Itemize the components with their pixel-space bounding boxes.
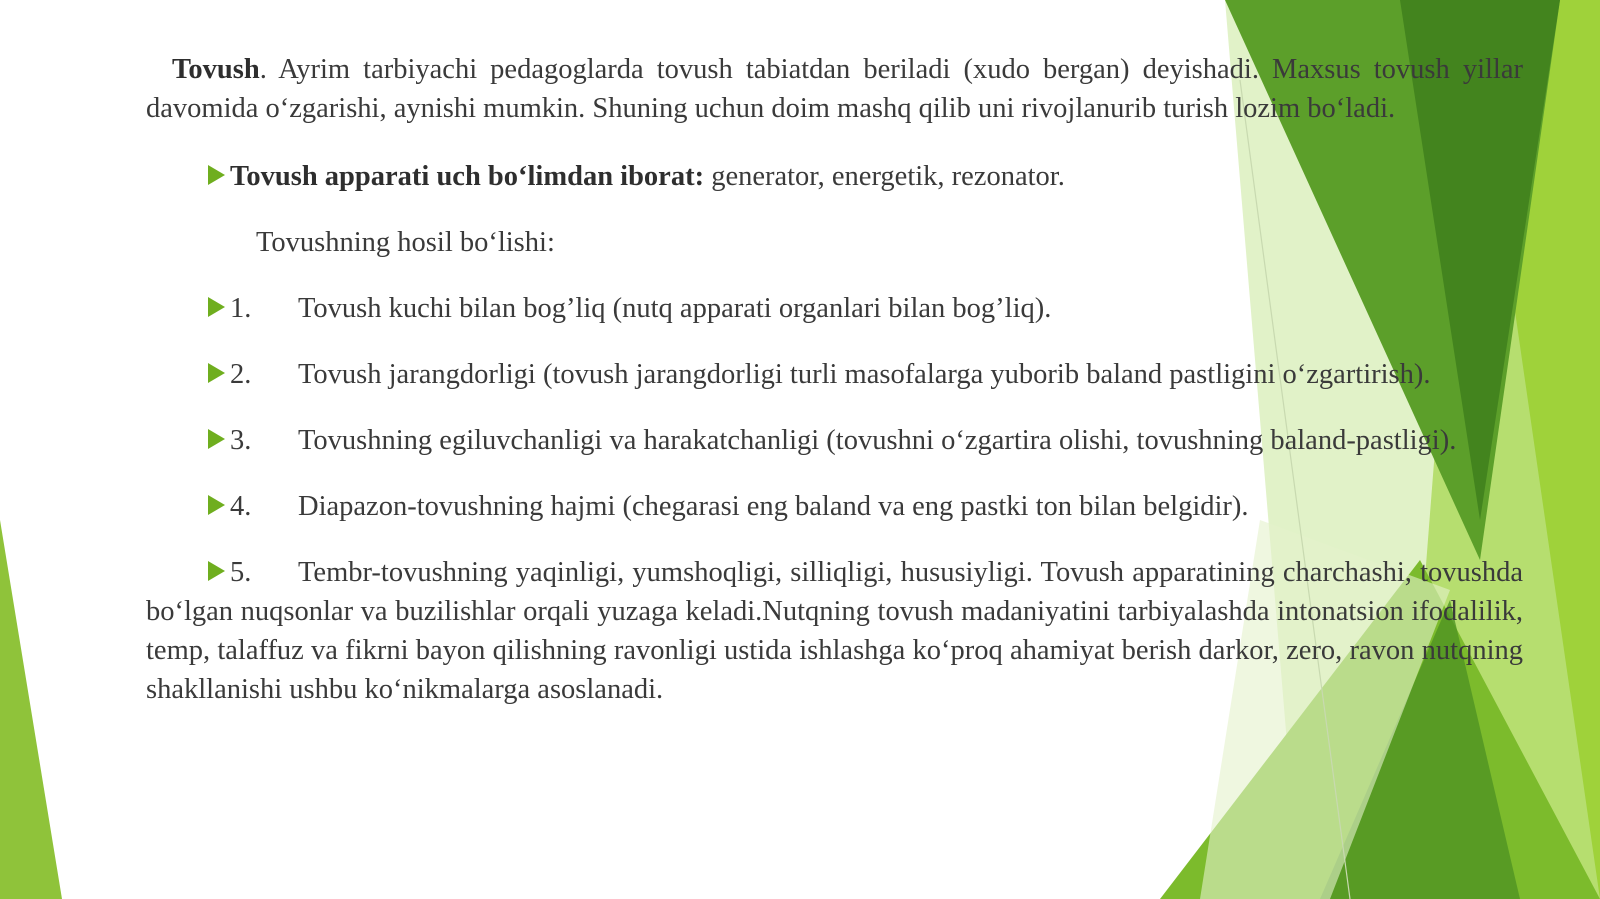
triangle-bullet-icon bbox=[208, 363, 225, 383]
apparatus-parts-text: generator, energetik, rezonator. bbox=[704, 161, 1065, 192]
triangle-bullet-icon bbox=[208, 495, 225, 515]
list-item-text: Diapazon-tovushning hajmi (chegarasi eng baland va eng pastki ton bilan belgidir). bbox=[298, 491, 1249, 522]
list-item bbox=[146, 355, 1523, 394]
list-item-text: Tovush jarangdorligi (tovush jarangdorligi turli masofalarga yuborib baland pastligini o‘zgartirish). bbox=[298, 359, 1431, 390]
list-item-number: 2. bbox=[230, 359, 252, 390]
list-item-number: 3. bbox=[230, 425, 252, 456]
triangle-bullet-icon bbox=[208, 165, 225, 185]
list-item-text: Tovush kuchi bilan bog’liq (nutq apparati organlari bilan bog’liq). bbox=[298, 293, 1052, 324]
list-item-text: Tovushning egiluvchanligi va harakatchanligi (tovushni o‘zgartira olishi, tovushning baland-pastligi). bbox=[298, 425, 1457, 456]
list-item-text: Tembr-tovushning yaqinligi, yumshoqligi, silliqligi, hususiyligi. Tovush apparatining charchashi, tovushda bo‘lgan nuqsonlar va buzilishlar orqali yuzaga keladi.Nutqning tovush madaniyatini tarbiyalashda intonatsion ifodalilik, temp, talaffuz va fikrni bayon qilishning ravonligi ustida ishlashga ko‘proq ahamiyat berish darkor, zero, ravon nutqning shakllanishi ushbu ko‘nikmalarga asoslanadi. bbox=[146, 557, 1523, 705]
list-item-number: 1. bbox=[230, 293, 252, 324]
triangle-bullet-icon bbox=[208, 429, 225, 449]
list-item bbox=[146, 421, 1523, 460]
section-heading: Tovushning hosil bo‘lishi: bbox=[256, 227, 555, 258]
list-item bbox=[146, 553, 1523, 709]
apparatus-parts-bold: Tovush apparati uch bo‘limdan iborat: bbox=[230, 161, 705, 192]
list-item bbox=[146, 289, 1523, 328]
apparatus-parts-bullet bbox=[146, 157, 1523, 196]
triangle-bullet-icon bbox=[208, 561, 225, 581]
intro-text: . Ayrim tarbiyachi pedagoglarda tovush tabiatdan beriladi (xudo bergan) deyishadi. Maxsus tovush yillar davomida o‘zgarishi, aynishi mumkin. Shuning uchun doim mashq qilib uni rivojlanurib turish lozim bo‘ladi. bbox=[146, 54, 1523, 124]
list-item-number: 4. bbox=[230, 491, 252, 522]
left-facet bbox=[0, 520, 62, 899]
intro-paragraph bbox=[146, 50, 1523, 128]
list-item bbox=[146, 487, 1523, 526]
slide-content bbox=[146, 50, 1523, 709]
intro-bold: Tovush bbox=[172, 54, 260, 85]
list-item-number: 5. bbox=[230, 557, 252, 588]
triangle-bullet-icon bbox=[208, 297, 225, 317]
